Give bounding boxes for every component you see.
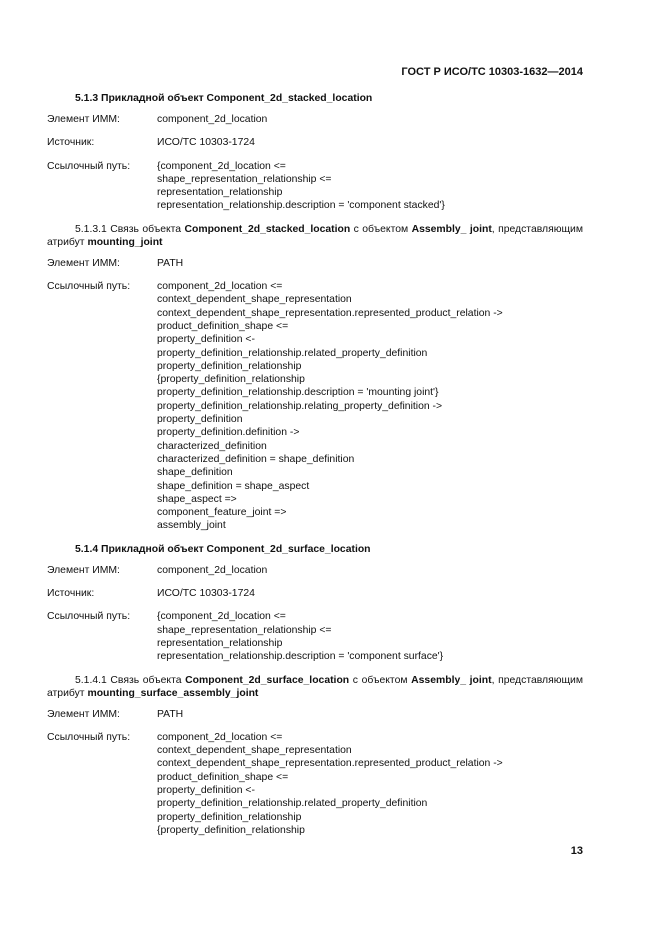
value-line: property_definition_relationship.related_property_definition <box>157 798 428 810</box>
value-line: {property_definition_relationship <box>157 824 305 836</box>
value-line: representation_relationship.description = 'component stacked'} <box>157 200 445 212</box>
value-line: PATH <box>157 257 184 269</box>
value-line: characterized_definition = shape_definition <box>157 453 355 465</box>
field-value <box>157 731 583 837</box>
field-value <box>157 160 583 213</box>
field-value <box>157 587 583 600</box>
value-line: ИСО/ТС 10303-1724 <box>157 588 255 600</box>
field-row <box>47 610 583 663</box>
subsection-paragraph <box>47 674 583 700</box>
value-line: product_definition_shape <= <box>157 320 289 332</box>
subsection-number: 5.1.4.1 <box>75 674 107 686</box>
field-label: Элемент ИММ: <box>47 708 120 720</box>
value-line: component_2d_location <= <box>157 731 283 743</box>
field-label: Элемент ИММ: <box>47 257 120 269</box>
value-line: component_2d_location <= <box>157 281 283 293</box>
value-line: context_dependent_shape_representation <box>157 745 352 757</box>
field-value <box>157 136 583 149</box>
document-body <box>47 92 583 847</box>
field-row <box>47 113 583 126</box>
value-line: {property_definition_relationship <box>157 374 305 386</box>
field-label: Ссылочный путь: <box>47 160 131 172</box>
value-line: context_dependent_shape_representation <box>157 294 352 306</box>
value-line: {component_2d_location <= <box>157 611 286 623</box>
value-line: representation_relationship <box>157 187 283 199</box>
field-row <box>47 587 583 600</box>
attribute-name: mounting_joint <box>87 236 163 248</box>
subsection-number: 5.1.3.1 <box>75 223 107 235</box>
value-line: property_definition <box>157 414 243 426</box>
field-value <box>157 280 583 533</box>
value-line: property_definition.definition -> <box>157 427 300 439</box>
field-value <box>157 257 583 270</box>
paragraph-text: , представляющим атрибут <box>47 674 583 699</box>
value-line: property_definition <- <box>157 784 255 796</box>
field-value <box>157 708 583 721</box>
field-value <box>157 113 583 126</box>
paragraph-text: Связь объекта <box>106 223 185 235</box>
value-line: shape_definition <box>157 467 233 479</box>
field-row <box>47 257 583 270</box>
section-heading: 5.1.4 Прикладной объект Component_2d_surface_location <box>75 543 371 555</box>
entity-name: Assembly_ joint <box>411 674 492 686</box>
field-label: Источник: <box>47 137 95 149</box>
entity-name: Assembly_ joint <box>411 223 492 235</box>
value-line: component_2d_location <box>157 114 268 125</box>
value-line: shape_representation_relationship <= <box>157 173 332 185</box>
section-heading: 5.1.3 Прикладной объект Component_2d_stacked_location <box>75 93 373 104</box>
page-number: 13 <box>570 845 583 857</box>
paragraph-text: Связь объекта <box>106 674 186 686</box>
field-label: Элемент ИММ: <box>47 114 120 125</box>
paragraph-text: с объектом <box>349 674 412 686</box>
field-label: Ссылочный путь: <box>47 611 131 623</box>
field-value <box>157 610 583 663</box>
field-row <box>47 160 583 213</box>
entity-name: Component_2d_surface_location <box>185 674 350 686</box>
paragraph-text: , представляющим атрибут <box>47 223 583 248</box>
value-line: ИСО/ТС 10303-1724 <box>157 137 255 149</box>
field-label: Ссылочный путь: <box>47 281 131 293</box>
value-line: property_definition_relationship.relating_property_definition -> <box>157 400 443 412</box>
value-line: representation_relationship <box>157 637 283 649</box>
value-line: PATH <box>157 708 184 720</box>
value-line: property_definition_relationship.description = 'mounting joint'} <box>157 387 439 399</box>
field-row <box>47 731 583 837</box>
value-line: {component_2d_location <= <box>157 160 286 172</box>
subsection-paragraph <box>47 223 583 249</box>
field-label: Ссылочный путь: <box>47 731 131 743</box>
value-line: component_feature_joint => <box>157 507 287 519</box>
value-line: shape_definition = shape_aspect <box>157 480 310 492</box>
attribute-name: mounting_surface_assembly_joint <box>87 687 259 699</box>
value-line: assembly_joint <box>157 520 226 532</box>
field-label: Элемент ИММ: <box>47 564 120 576</box>
value-line: product_definition_shape <= <box>157 771 289 783</box>
value-line: property_definition_relationship <box>157 811 302 823</box>
field-value <box>157 564 583 577</box>
paragraph-text: с объектом <box>350 223 412 235</box>
value-line: shape_aspect => <box>157 493 237 505</box>
document-code: ГОСТ Р ИСО/ТС 10303-1632—2014 <box>401 66 583 78</box>
value-line: component_2d_location <box>157 564 268 576</box>
value-line: context_dependent_shape_representation.represented_product_relation -> <box>157 307 503 319</box>
value-line: representation_relationship.description = 'component surface'} <box>157 651 444 663</box>
field-row <box>47 136 583 149</box>
field-row <box>47 564 583 577</box>
value-line: property_definition_relationship <box>157 360 302 372</box>
value-line: property_definition <- <box>157 334 255 346</box>
field-row <box>47 280 583 533</box>
field-row <box>47 708 583 721</box>
value-line: property_definition_relationship.related_property_definition <box>157 347 428 359</box>
value-line: shape_representation_relationship <= <box>157 624 332 636</box>
entity-name: Component_2d_stacked_location <box>184 223 351 235</box>
field-label: Источник: <box>47 588 95 600</box>
value-line: context_dependent_shape_representation.represented_product_relation -> <box>157 758 503 770</box>
value-line: characterized_definition <box>157 440 267 452</box>
